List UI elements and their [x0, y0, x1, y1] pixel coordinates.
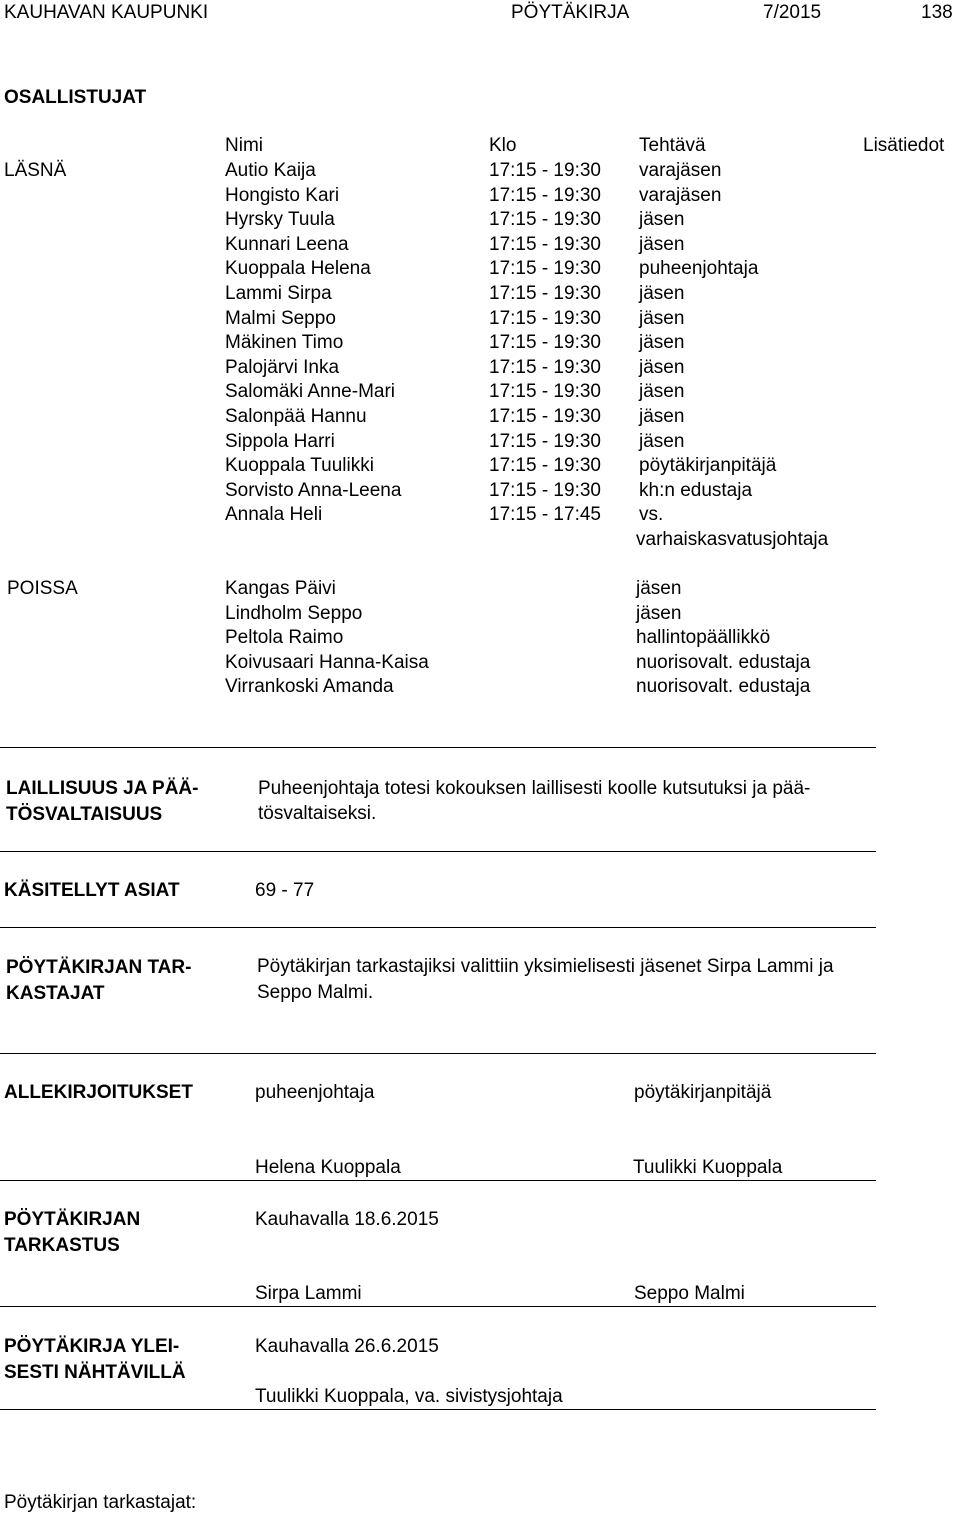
reviewers-text-line2: Seppo Malmi.: [257, 982, 374, 1003]
attendance-title: OSALLISTUJAT: [4, 87, 147, 108]
items-value: 69 - 77: [255, 880, 315, 901]
reviewers-label-line1: PÖYTÄKIRJAN TAR-: [6, 957, 192, 978]
attendee-time: 17:15 - 19:30: [489, 430, 601, 452]
attendee-time: 17:15 - 19:30: [489, 356, 601, 378]
legality-label-line2: TÖSVALTAISUUS: [6, 804, 163, 825]
publication-signer: Tuulikki Kuoppala, va. sivistysjohtaja: [255, 1386, 563, 1407]
signatures-label: ALLEKIRJOITUKSET: [4, 1082, 193, 1103]
attendee-name: Malmi Seppo: [225, 307, 336, 329]
attendee-name: Annala Heli: [225, 504, 323, 526]
attendee-time: 17:15 - 19:30: [489, 283, 601, 304]
attendee-time: 17:15 - 19:30: [489, 160, 601, 181]
attendee-role: varajäsen: [639, 160, 722, 181]
attendee-name: Autio Kaija: [225, 160, 316, 181]
column-time-header: Klo: [489, 135, 517, 156]
page-number: 138: [921, 2, 953, 23]
publication-label-line1: PÖYTÄKIRJA YLEI-: [4, 1336, 180, 1357]
publication-place-date: Kauhavalla 26.6.2015: [255, 1336, 439, 1357]
attendee-time: 17:15 - 19:30: [489, 332, 601, 354]
attendee-role: puheenjohtaja: [639, 258, 759, 280]
divider: [0, 1306, 876, 1307]
doc-type: PÖYTÄKIRJA: [511, 2, 630, 23]
attendee-role: kh:n edustaja: [639, 479, 753, 501]
signature-role-chair: puheenjohtaja: [255, 1082, 375, 1103]
attendee-name: Sorvisto Anna-Leena: [225, 479, 402, 501]
attendee-name: Palojärvi Inka: [225, 356, 340, 378]
attendee-time: 17:15 - 19:30: [489, 307, 601, 329]
attendee-time: 17:15 - 19:30: [489, 381, 601, 403]
attendee-name: Kunnari Leena: [225, 233, 349, 255]
attendee-name: Lammi Sirpa: [225, 283, 332, 304]
attendee-name: Hongisto Kari: [225, 184, 340, 206]
review-signer-2: Seppo Malmi: [634, 1283, 745, 1304]
attendee-time: 17:15 - 19:30: [489, 455, 601, 477]
legality-text-line1: Puheenjohtaja totesi kokouksen laillisesti koolle kutsutuksi ja pää-: [258, 778, 811, 799]
absentee-name: Kangas Päivi: [225, 578, 336, 599]
attendee-name: Kuoppala Tuulikki: [225, 455, 374, 477]
attendee-role: varajäsen: [639, 184, 722, 206]
attendee-time: 17:15 - 19:30: [489, 479, 601, 501]
divider: [0, 851, 876, 852]
signature-role-secretary: pöytäkirjanpitäjä: [634, 1082, 772, 1103]
attendee-role: jäsen: [639, 332, 685, 354]
attendee-name: Sippola Harri: [225, 430, 335, 452]
org-name: KAUHAVAN KAUPUNKI: [4, 2, 209, 23]
attendee-role-continued: varhaiskasvatusjohtaja: [636, 529, 829, 550]
attendee-role: jäsen: [639, 356, 685, 378]
absentee-role: hallintopäällikkö: [636, 627, 771, 649]
column-name-header: Nimi: [225, 135, 263, 156]
absentee-role: jäsen: [636, 578, 682, 599]
divider: [0, 1409, 876, 1410]
attendee-time: 17:15 - 17:45: [489, 504, 601, 526]
doc-number: 7/2015: [763, 2, 822, 23]
review-place-date: Kauhavalla 18.6.2015: [255, 1209, 439, 1230]
absentee-role: jäsen: [636, 602, 682, 624]
attendee-name: Mäkinen Timo: [225, 332, 344, 354]
signature-name-chair: Helena Kuoppala: [255, 1157, 401, 1178]
attendee-name: Kuoppala Helena: [225, 258, 371, 280]
review-label-line2: TARKASTUS: [4, 1235, 120, 1256]
legality-text-line2: tösvaltaiseksi.: [258, 803, 377, 824]
attendee-time: 17:15 - 19:30: [489, 184, 601, 206]
absentee-role: nuorisovalt. edustaja: [636, 676, 811, 698]
attendee-name: Hyrsky Tuula: [225, 209, 335, 231]
attendee-name: Salomäki Anne-Mari: [225, 381, 396, 403]
attendee-role: vs.: [639, 504, 664, 526]
absentee-name: Koivusaari Hanna-Kaisa: [225, 651, 429, 673]
review-signer-1: Sirpa Lammi: [255, 1283, 362, 1304]
attendee-time: 17:15 - 19:30: [489, 258, 601, 280]
attendee-role: jäsen: [639, 283, 685, 304]
absentee-name: Virrankoski Amanda: [225, 676, 394, 698]
divider: [0, 1053, 876, 1054]
attendee-time: 17:15 - 19:30: [489, 209, 601, 231]
footer-reviewers-label: Pöytäkirjan tarkastajat:: [4, 1492, 197, 1513]
reviewers-label-line2: KASTAJAT: [6, 983, 105, 1004]
attendee-role: jäsen: [639, 381, 685, 403]
legality-label-line1: LAILLISUUS JA PÄÄ-: [6, 778, 199, 799]
attendee-time: 17:15 - 19:30: [489, 233, 601, 255]
absentee-role: nuorisovalt. edustaja: [636, 651, 811, 673]
column-role-header: Tehtävä: [639, 135, 706, 156]
attendee-time: 17:15 - 19:30: [489, 406, 601, 427]
absentee-name: Peltola Raimo: [225, 627, 344, 649]
attendee-role: jäsen: [639, 406, 685, 427]
attendee-role: jäsen: [639, 233, 685, 255]
attendee-role: jäsen: [639, 430, 685, 452]
signature-name-secretary: Tuulikki Kuoppala: [633, 1157, 783, 1178]
divider: [0, 927, 876, 928]
attendee-role: pöytäkirjanpitäjä: [639, 455, 777, 477]
absentee-name: Lindholm Seppo: [225, 602, 363, 624]
attendee-role: jäsen: [639, 209, 685, 231]
absent-label: POISSA: [7, 578, 78, 599]
column-notes-header: Lisätiedot: [863, 135, 945, 156]
divider: [0, 747, 876, 748]
attendee-name: Salonpää Hannu: [225, 406, 367, 427]
publication-label-line2: SESTI NÄHTÄVILLÄ: [4, 1362, 186, 1383]
present-label: LÄSNÄ: [4, 160, 67, 181]
divider: [0, 1180, 876, 1181]
attendee-role: jäsen: [639, 307, 685, 329]
items-label: KÄSITELLYT ASIAT: [4, 880, 180, 901]
reviewers-text-line1: Pöytäkirjan tarkastajiksi valittiin yksimielisesti jäsenet Sirpa Lammi ja: [257, 956, 834, 977]
review-label-line1: PÖYTÄKIRJAN: [4, 1209, 141, 1230]
